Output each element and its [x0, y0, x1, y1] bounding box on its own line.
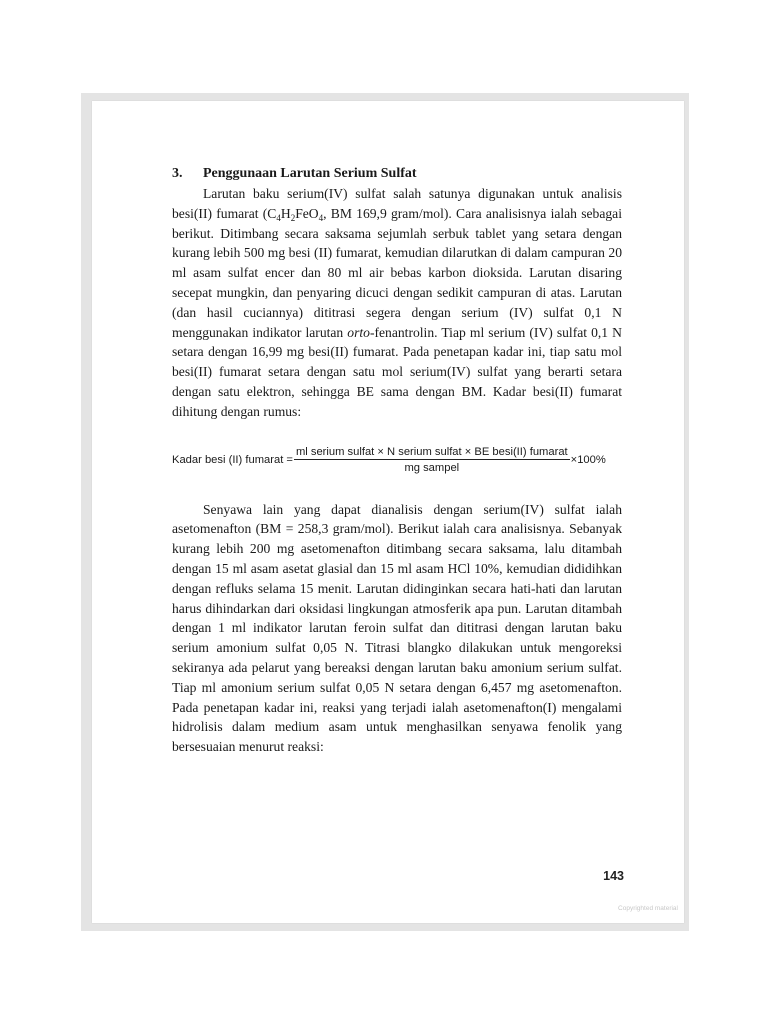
formula-denominator: mg sampel [404, 461, 460, 474]
formula-lhs: Kadar besi (II) fumarat = [172, 453, 293, 466]
formula-fraction [294, 446, 570, 474]
italic-term: orto [347, 324, 370, 340]
paragraph-1-text-b: H [280, 205, 291, 221]
paragraph-1-text-e: -fenantrolin. Tiap ml serium (IV) sulfat 0,1 N setara dengan 16,99 mg besi(II) fumarat. Pada penetapan kadar ini, tiap satu mol besi(II) fumarat setara dengan satu mol serium(IV) sulfat yang berarti setara dengan satu elektron, sehingga BE sama dengan BM. Kadar besi(II) fumarat dihitung dengan rumus: [172, 324, 622, 419]
page-content [172, 164, 622, 757]
section-title: Penggunaan Larutan Serium Sulfat [203, 166, 417, 181]
paragraph-1-text-c: FeO [295, 205, 319, 221]
formula-suffix: ×100% [570, 453, 606, 466]
subscript: 4 [276, 212, 281, 223]
paragraph-2: Senyawa lain yang dapat dianalisis dengan serium(IV) sulfat ialah asetomenafton (BM = 258,3 gram/mol). Berikut ialah cara analisisnya. Sebanyak kurang lebih 200 mg asetomenafton ditimbang secara saksama, lalu ditambah dengan 15 ml asam asetat glasial dan 15 ml asam HCl 10%, kemudian dididihkan dengan refluks selama 15 menit. Larutan didinginkan secara hati-hati dan larutan harus dihindarkan dari oksidasi lingkungan atmosferik apa pun. Larutan ditambah dengan 1 ml indikator larutan feroin sulfat dan dititrasi dengan larutan baku serium amonium sulfat 0,05 N. Titrasi blangko dilakukan untuk mengoreksi sekiranya ada pelarut yang bereaksi dengan larutan baku amonium serium sulfat. Tiap ml amonium serium sulfat 0,05 N setara dengan 6,457 mg asetomenafton. Pada penetapan kadar ini, reaksi yang terjadi ialah asetomenafton(I) mengalami hidrolisis dalam medium asam untuk menghasilkan senyawa fenolik yang bersesuaian menurut reaksi: [172, 501, 622, 755]
subscript: 2 [290, 212, 296, 223]
paragraph-1 [172, 184, 622, 422]
section-number: 3. [172, 166, 183, 181]
formula [172, 446, 622, 474]
page-number: 143 [603, 869, 624, 883]
subscript: 4 [318, 212, 324, 223]
paragraph-1-text-d: , BM 169,9 gram/mol). Cara analisisnya ialah sebagai berikut. Ditimbang secara saksama sejumlah serbuk tablet yang setara dengan kurang lebih 500 mg besi (II) fumarat, kemudian dilarutkan di dalam campuran 20 ml asam sulfat encer dan 80 ml air bebas karbon dioksida. Larutan disaring secepat mungkin, dan penyaring dicuci dengan sedikit campuran di atas. Larutan (dan hasil cuciannya) dititrasi segera dengan serium (IV) sulfat 0,1 N menggunakan indikator larutan [172, 205, 622, 340]
paragraph-1-text-a: Larutan baku serium(IV) sulfat salah satunya digunakan untuk analisis besi(II) fumarat (C [172, 186, 622, 221]
section-heading [172, 164, 622, 184]
watermark: Copyrighted material [618, 905, 678, 912]
formula-numerator: ml serium sulfat × N serium sulfat × BE besi(II) fumarat [295, 445, 568, 458]
